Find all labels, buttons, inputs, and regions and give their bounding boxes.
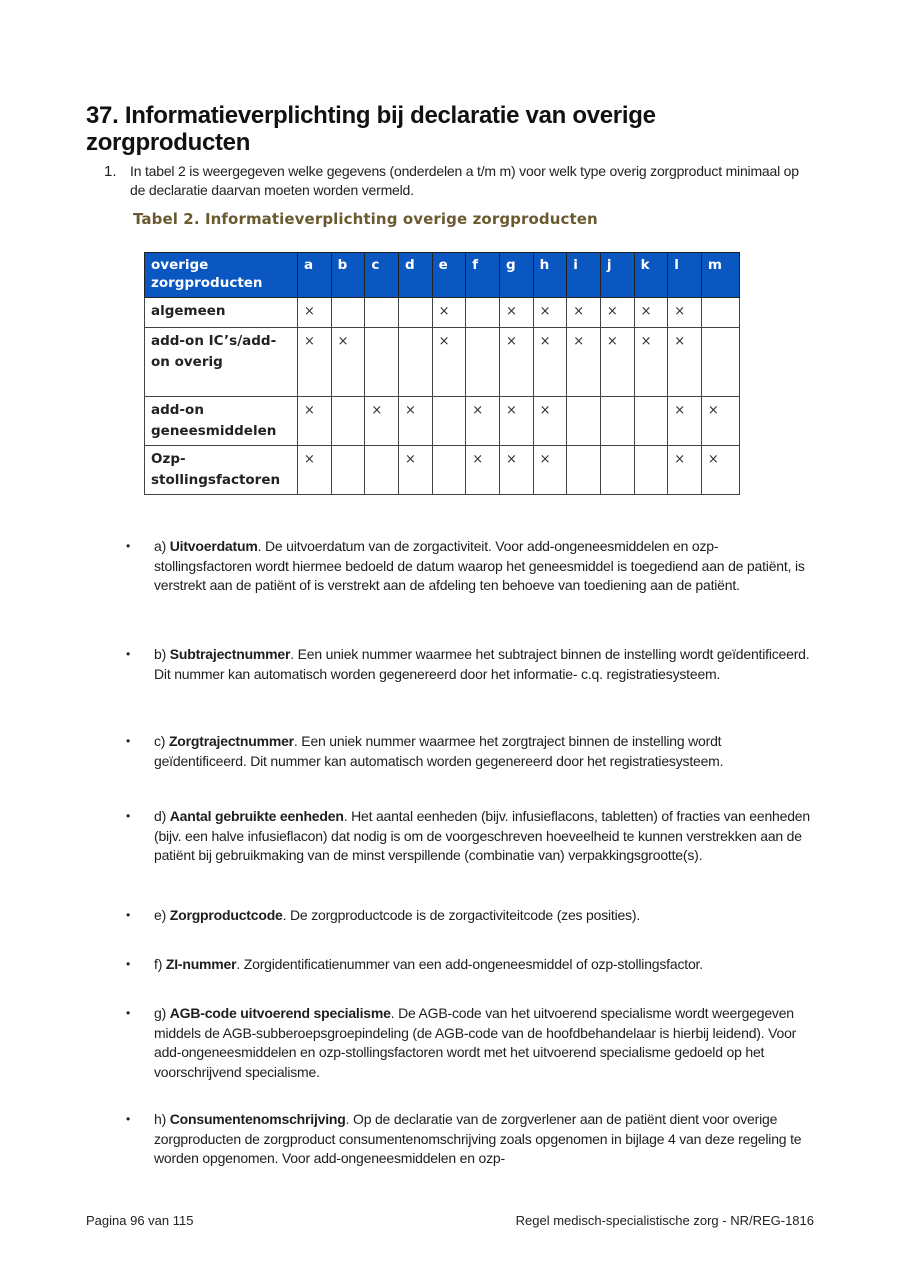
page-number: Pagina 96 van 115 [86, 1213, 194, 1228]
list-item [126, 955, 816, 975]
table-cell-a: × [298, 328, 332, 397]
item-term: Zorgtrajectnummer [168, 733, 294, 749]
item-prefix: c) [154, 733, 169, 749]
table-corner-header: overige zorgproducten [145, 253, 298, 298]
item-prefix: d) [154, 808, 170, 824]
table-cell-e: × [432, 298, 466, 328]
table-cell-m [701, 328, 739, 397]
table-cell-d [398, 298, 432, 328]
table-cell-e [432, 446, 466, 495]
table-cell-g: × [499, 298, 533, 328]
table-cell-k [634, 397, 668, 446]
column-header-b: b [331, 253, 365, 298]
row-label: algemeen [145, 298, 298, 328]
table-cell-f [466, 298, 500, 328]
table-cell-i [567, 446, 601, 495]
table-cell-e [432, 397, 466, 446]
table-cell-b [331, 446, 365, 495]
table-cell-h: × [533, 298, 567, 328]
item-description: . Een uniek nummer waarmee het subtraject binnen de instelling wordt geïdentificeerd. Dit nummer kan automatisch worden gegenereerd door het informatie- c.q. registratiesysteem. [154, 646, 810, 682]
bullet-icon: • [126, 1112, 131, 1126]
row-label: add-on geneesmiddelen [145, 397, 298, 446]
item-prefix: f) [154, 956, 166, 972]
list-item-body [154, 955, 816, 975]
column-header-e: e [432, 253, 466, 298]
column-header-a: a [298, 253, 332, 298]
list-item [126, 906, 816, 926]
table-row [145, 446, 740, 495]
bullet-icon: • [126, 734, 131, 748]
table-cell-d: × [398, 446, 432, 495]
list-item-body [154, 645, 816, 684]
table-cell-l: × [668, 298, 702, 328]
list-item [126, 645, 816, 684]
table-cell-l: × [668, 397, 702, 446]
intro-text: In tabel 2 is weergegeven welke gegevens (onderdelen a t/m m) voor welk type overig zorgproduct minimaal op de declaratie daarvan moeten worden vermeld. [130, 163, 799, 198]
bullet-icon: • [126, 957, 131, 971]
table-cell-c: × [365, 397, 399, 446]
table-cell-f: × [466, 446, 500, 495]
item-description: . De AGB-code van het uitvoerend specialisme wordt weergegeven middels de AGB-subberoepsgroepindeling (de AGB-code van de hoofdbehandelaar is hierbij leidend). Voor add-ongeneesmiddelen en ozp-stollingsfactoren wordt met het uitvoerend specialisme gedoeld op het voorschrijvend specialisme. [154, 1005, 797, 1080]
item-description: . Het aantal eenheden (bijv. infusieflacons, tabletten) of fracties van eenheden (bijv. een halve infusieflacon) dat nodig is om de voorgeschreven hoeveelheid te kunnen verstrekken aan de patiënt bij gebruikmaking van de minst verspillende (combinatie van) verpakkingsgrootte(s). [154, 808, 810, 863]
table-cell-h: × [533, 397, 567, 446]
list-item [126, 1004, 816, 1082]
table-cell-b: × [331, 328, 365, 397]
table-cell-l: × [668, 446, 702, 495]
column-header-g: g [499, 253, 533, 298]
information-table [144, 252, 740, 495]
row-label: Ozp-stollingsfactoren [145, 446, 298, 495]
item-term: AGB-code uitvoerend specialisme [169, 1005, 391, 1021]
table-cell-j: × [600, 298, 634, 328]
bullet-icon: • [126, 809, 131, 823]
column-header-i: i [567, 253, 601, 298]
column-header-h: h [533, 253, 567, 298]
table-row [145, 397, 740, 446]
table-cell-a: × [298, 298, 332, 328]
item-term: Uitvoerdatum [169, 538, 258, 554]
list-item-body [154, 906, 816, 926]
table-cell-j: × [600, 328, 634, 397]
column-header-m: m [701, 253, 739, 298]
item-term: Subtrajectnummer [169, 646, 291, 662]
list-item-body [154, 807, 816, 866]
table-cell-e: × [432, 328, 466, 397]
bullet-icon: • [126, 539, 131, 553]
table-cell-k: × [634, 328, 668, 397]
intro-paragraph [104, 162, 804, 200]
list-item-body [154, 1110, 816, 1169]
item-prefix: e) [154, 907, 170, 923]
list-item [126, 807, 816, 866]
table-cell-f [466, 328, 500, 397]
column-header-f: f [466, 253, 500, 298]
table-cell-j [600, 446, 634, 495]
table-cell-a: × [298, 446, 332, 495]
column-header-l: l [668, 253, 702, 298]
document-reference: Regel medisch-specialistische zorg - NR/REG-1816 [515, 1213, 814, 1228]
table-cell-a: × [298, 397, 332, 446]
table-cell-h: × [533, 446, 567, 495]
table-cell-i [567, 397, 601, 446]
list-number: 1. [104, 163, 117, 180]
table-cell-m [701, 298, 739, 328]
table-cell-g: × [499, 328, 533, 397]
list-item-body [154, 732, 816, 771]
list-item [126, 1110, 816, 1169]
table-cell-g: × [499, 446, 533, 495]
item-term: Aantal gebruikte eenheden [169, 808, 344, 824]
item-prefix: b) [154, 646, 170, 662]
table-cell-c [365, 446, 399, 495]
table-cell-g: × [499, 397, 533, 446]
item-description: . De zorgproductcode is de zorgactiviteitcode (zes posities). [282, 907, 641, 923]
table-cell-j [600, 397, 634, 446]
column-header-d: d [398, 253, 432, 298]
list-item-body [154, 537, 816, 596]
item-prefix: h) [154, 1111, 170, 1127]
column-header-c: c [365, 253, 399, 298]
table-cell-h: × [533, 328, 567, 397]
item-term: Consumentenomschrijving [169, 1111, 346, 1127]
page-title: 37. Informatieverplichting bij declaratie van overige zorgproducten [86, 102, 656, 157]
item-description: . De uitvoerdatum van de zorgactiviteit. Voor add-ongeneesmiddelen en ozp-stollingsfactoren wordt hiermee bedoeld de datum waarop het geneesmiddel is toegediend aan de patiënt, is verstrekt aan de patiënt of is verstrekt aan de afdeling ten behoeve van toediening aan de patiënt. [154, 538, 805, 593]
bullet-icon: • [126, 1006, 131, 1020]
table-cell-i: × [567, 298, 601, 328]
item-prefix: g) [154, 1005, 170, 1021]
list-item-body [154, 1004, 816, 1082]
item-description: . Op de declaratie van de zorgverlener aan de patiënt dient voor overige zorgproducten de zorgproduct consumentenomschrijving zoals opgenomen in bijlage 4 van deze regeling te worden opgenomen. Voor add-ongeneesmiddelen en ozp- [154, 1111, 802, 1166]
table-cell-m: × [701, 446, 739, 495]
item-description: . Zorgidentificatienummer van een add-ongeneesmiddel of ozp-stollingsfactor. [236, 956, 703, 972]
item-term: ZI-nummer [165, 956, 237, 972]
table-cell-c [365, 298, 399, 328]
item-description: . Een uniek nummer waarmee het zorgtraject binnen de instelling wordt geïdentificeerd. Dit nummer kan automatisch worden gegenereerd door het registratiesysteem. [154, 733, 724, 769]
list-item [126, 537, 816, 596]
list-item [126, 732, 816, 771]
row-label: add-on IC’s/add-on overig [145, 328, 298, 397]
column-header-j: j [600, 253, 634, 298]
table-cell-b [331, 298, 365, 328]
item-term: Zorgproductcode [169, 907, 283, 923]
table-cell-d [398, 328, 432, 397]
table-cell-k [634, 446, 668, 495]
table-cell-i: × [567, 328, 601, 397]
bullet-icon: • [126, 647, 131, 661]
table-row [145, 298, 740, 328]
table-row [145, 328, 740, 397]
table-cell-f: × [466, 397, 500, 446]
bullet-icon: • [126, 908, 131, 922]
table-cell-c [365, 328, 399, 397]
table-caption: Tabel 2. Informatieverplichting overige zorgproducten [133, 210, 598, 228]
item-prefix: a) [154, 538, 170, 554]
table-cell-m: × [701, 397, 739, 446]
column-header-k: k [634, 253, 668, 298]
table-cell-k: × [634, 298, 668, 328]
table-cell-l: × [668, 328, 702, 397]
table-cell-b [331, 397, 365, 446]
table-cell-d: × [398, 397, 432, 446]
table-header-row [145, 253, 740, 298]
